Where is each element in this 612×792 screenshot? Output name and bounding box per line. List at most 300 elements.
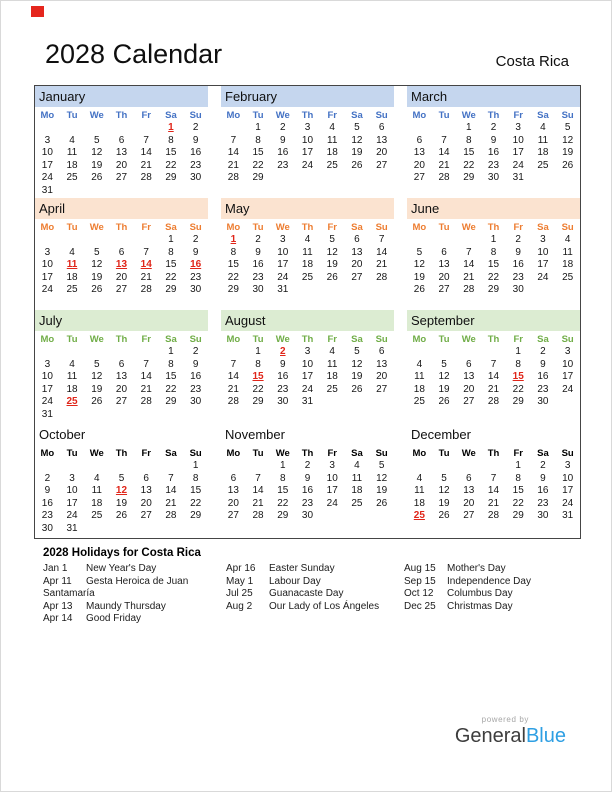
weekday-label: Sa [351, 448, 363, 459]
day-cell: 19 [438, 383, 450, 395]
empty-day-cell [109, 122, 134, 135]
holiday-day-cell: 25 [413, 510, 425, 522]
day-cell: 20 [463, 383, 475, 395]
day-cell: 14 [463, 259, 475, 271]
day-cell: 19 [562, 147, 574, 159]
day-grid [407, 234, 580, 297]
day-cell: 28 [487, 510, 500, 522]
weekday-label: We [461, 448, 476, 459]
day-cell: 22 [512, 497, 524, 509]
day-cell: 27 [376, 383, 388, 395]
weekday-label: Su [375, 334, 388, 345]
holiday-day-cell: 16 [190, 259, 202, 271]
weekday-label: Th [487, 222, 500, 233]
day-cell: 28 [140, 172, 152, 184]
weekday-label: Mo [412, 110, 427, 121]
day-cell: 14 [227, 147, 239, 159]
day-cell: 24 [301, 383, 314, 395]
holiday-date: Apr 16 [226, 563, 256, 574]
weekday-label: Sa [537, 222, 549, 233]
holiday-name: Labour Day [269, 575, 321, 587]
weekday-label: We [89, 334, 104, 345]
day-cell: 12 [91, 371, 103, 383]
weekday-label: Su [189, 110, 202, 121]
weekday-label: Fr [513, 222, 523, 233]
day-cell: 17 [41, 159, 53, 171]
day-cell: 13 [376, 358, 388, 370]
day-cell: 1 [255, 346, 261, 357]
day-cell: 8 [466, 134, 472, 146]
day-cell: 6 [466, 472, 472, 484]
day-cell: 26 [91, 396, 103, 408]
day-grid [35, 122, 208, 198]
day-cell: 16 [301, 485, 314, 497]
day-cell: 4 [564, 234, 571, 245]
day-cell: 5 [441, 472, 447, 484]
weekday-label: Th [301, 222, 314, 233]
day-cell: 17 [512, 147, 524, 159]
day-cell: 30 [487, 172, 500, 184]
day-cell: 25 [91, 510, 103, 522]
weekday-label: Tu [66, 448, 78, 459]
empty-day-cell [35, 460, 60, 473]
day-cell: 3 [44, 134, 51, 146]
month-header-band [35, 310, 208, 331]
empty-day-cell [456, 346, 481, 359]
day-cell: 21 [252, 497, 264, 509]
day-cell: 8 [230, 246, 237, 258]
day-cell: 30 [537, 396, 549, 408]
weekday-label: We [89, 448, 104, 459]
weekday-label: Th [487, 110, 500, 121]
empty-day-cell [407, 460, 432, 473]
day-cell: 23 [41, 510, 53, 522]
day-cell: 15 [165, 259, 177, 271]
empty-day-cell [481, 460, 506, 473]
holiday-date: Apr 11 [43, 575, 72, 587]
day-grid [407, 122, 580, 185]
day-cell: 6 [230, 472, 237, 484]
day-cell: 18 [91, 497, 103, 509]
day-cell: 25 [326, 383, 338, 395]
weekday-label: Tu [66, 110, 78, 121]
day-cell: 4 [69, 246, 75, 258]
holiday-date: Sep 15 [404, 575, 436, 587]
weekday-label: Th [301, 110, 314, 121]
weekday-label: We [461, 222, 476, 233]
weekday-label: Tu [438, 448, 450, 459]
day-cell: 22 [165, 159, 177, 171]
weekday-label: Sa [537, 110, 549, 121]
month-february [221, 86, 394, 198]
day-cell: 4 [329, 346, 335, 357]
day-cell: 18 [326, 147, 338, 159]
day-cell: 29 [252, 172, 264, 184]
month-header-band [221, 310, 394, 331]
day-cell: 5 [94, 246, 100, 258]
weekday-label: Sa [537, 334, 549, 345]
day-cell: 8 [192, 472, 199, 484]
day-cell: 26 [376, 497, 388, 509]
holiday-name: Our Lady of Los Ángeles [269, 600, 380, 612]
day-cell: 12 [413, 259, 425, 271]
day-cell: 22 [190, 497, 202, 509]
weekday-label: Tu [252, 334, 264, 345]
day-cell: 3 [540, 234, 546, 245]
day-cell: 26 [438, 396, 450, 408]
day-cell: 2 [304, 460, 311, 471]
day-cell: 15 [512, 485, 524, 497]
weekday-header-row [221, 331, 394, 346]
day-cell: 21 [165, 497, 177, 509]
day-cell: 4 [416, 358, 423, 370]
red-marker [31, 6, 44, 17]
day-cell: 7 [143, 358, 149, 370]
holiday-date: Jul 25 [226, 588, 253, 600]
day-cell: 21 [487, 383, 500, 395]
weekday-label: Tu [438, 334, 450, 345]
day-cell: 26 [91, 284, 103, 296]
day-cell: 10 [66, 485, 78, 497]
month-name: July [39, 313, 63, 328]
day-cell: 4 [304, 234, 311, 245]
day-cell: 19 [376, 485, 388, 497]
month-header-band [407, 310, 580, 331]
day-cell: 14 [227, 371, 239, 383]
day-cell: 6 [354, 234, 360, 245]
day-cell: 31 [512, 172, 524, 184]
holiday-name: Mother's Day [447, 563, 506, 574]
empty-day-cell [221, 346, 246, 359]
day-cell: 1 [192, 460, 199, 471]
day-cell: 11 [537, 134, 549, 146]
weekday-label: Fr [141, 110, 151, 121]
day-cell: 11 [327, 134, 338, 146]
day-cell: 18 [351, 485, 363, 497]
holiday-entry [43, 601, 216, 614]
day-cell: 23 [537, 497, 549, 509]
day-cell: 10 [512, 134, 524, 146]
holidays-columns [43, 563, 583, 626]
holiday-day-cell: 13 [115, 259, 128, 271]
day-cell: 9 [280, 358, 286, 370]
holiday-date: Aug 15 [404, 563, 436, 574]
day-cell: 10 [326, 472, 338, 484]
day-cell: 8 [255, 358, 261, 370]
day-cell: 10 [301, 134, 314, 146]
day-cell: 11 [414, 485, 425, 497]
day-cell: 26 [91, 172, 103, 184]
month-header-band [407, 86, 580, 107]
holiday-entry [43, 576, 216, 601]
weekday-label: Fr [513, 334, 523, 345]
empty-day-cell [84, 234, 109, 247]
month-header-band [407, 198, 580, 219]
day-cell: 21 [140, 271, 152, 283]
holiday-day-cell: 2 [280, 346, 286, 357]
day-cell: 4 [416, 472, 423, 484]
weekday-header-row [407, 445, 580, 460]
day-cell: 11 [66, 371, 78, 383]
day-cell: 31 [301, 396, 314, 408]
day-grid [221, 346, 394, 409]
day-cell: 11 [414, 371, 425, 383]
day-cell: 12 [326, 246, 338, 258]
day-cell: 3 [564, 346, 571, 357]
month-header-band [221, 198, 394, 219]
day-cell: 23 [537, 383, 549, 395]
day-cell: 8 [515, 358, 521, 370]
day-cell: 30 [252, 284, 264, 296]
day-cell: 1 [255, 122, 261, 133]
day-cell: 19 [438, 497, 450, 509]
calendar-grid [34, 85, 581, 539]
day-cell: 5 [94, 134, 100, 146]
weekday-label: Su [375, 448, 388, 459]
day-cell: 28 [438, 172, 450, 184]
day-cell: 27 [351, 271, 363, 283]
day-cell: 18 [66, 383, 78, 395]
day-cell: 18 [301, 259, 314, 271]
day-cell: 18 [66, 159, 78, 171]
weekday-label: Mo [412, 448, 427, 459]
day-cell: 20 [351, 259, 363, 271]
day-cell: 26 [413, 284, 425, 296]
day-cell: 8 [515, 472, 521, 484]
day-cell: 24 [512, 159, 524, 171]
month-september [407, 310, 580, 424]
holiday-name: Easter Sunday [269, 563, 335, 574]
weekday-label: Sa [165, 334, 177, 345]
holiday-name: Independence Day [447, 575, 531, 587]
holiday-entry [226, 563, 394, 576]
empty-day-cell [60, 234, 85, 247]
day-cell: 20 [438, 271, 450, 283]
holiday-date: Dec 25 [404, 600, 436, 612]
day-cell: 16 [252, 259, 264, 271]
month-name: March [411, 89, 448, 104]
day-cell: 19 [413, 271, 425, 283]
weekday-label: Sa [351, 110, 363, 121]
day-cell: 6 [378, 346, 385, 357]
holiday-entry [404, 588, 574, 601]
quarter-row-1 [35, 86, 580, 198]
day-cell: 17 [41, 271, 53, 283]
day-cell: 3 [44, 358, 51, 370]
day-cell: 22 [487, 271, 500, 283]
day-cell: 21 [438, 159, 450, 171]
day-cell: 22 [252, 383, 264, 395]
weekday-label: Su [189, 334, 202, 345]
day-grid [221, 234, 394, 297]
holiday-day-cell: 15 [512, 371, 524, 383]
day-cell: 24 [41, 172, 53, 184]
day-grid [221, 460, 394, 523]
holiday-day-cell: 14 [140, 259, 152, 271]
empty-day-cell [60, 460, 85, 473]
holiday-name: Maundy Thursday [86, 600, 166, 612]
day-cell: 11 [302, 246, 313, 258]
day-cell: 3 [44, 246, 51, 258]
empty-day-cell [109, 460, 134, 473]
day-cell: 7 [441, 134, 447, 146]
day-cell: 5 [329, 234, 335, 245]
day-cell: 28 [227, 172, 239, 184]
day-cell: 28 [140, 284, 152, 296]
empty-day-cell [432, 122, 457, 135]
weekday-header-row [407, 331, 580, 346]
day-cell: 10 [41, 147, 53, 159]
day-cell: 1 [280, 460, 286, 471]
weekday-label: Mo [226, 110, 241, 121]
day-cell: 20 [376, 147, 388, 159]
day-cell: 27 [376, 159, 388, 171]
weekday-label: Su [375, 110, 388, 121]
weekday-header-row [35, 107, 208, 122]
day-cell: 9 [192, 134, 199, 146]
day-cell: 18 [66, 271, 78, 283]
day-cell: 26 [115, 510, 128, 522]
day-cell: 17 [301, 147, 314, 159]
weekday-label: Mo [226, 222, 241, 233]
month-october [35, 424, 208, 538]
weekday-label: Su [189, 222, 202, 233]
empty-day-cell [84, 460, 109, 473]
day-cell: 4 [354, 460, 360, 471]
day-cell: 16 [277, 147, 289, 159]
day-cell: 13 [227, 485, 239, 497]
day-cell: 17 [537, 259, 549, 271]
day-cell: 14 [140, 147, 152, 159]
weekday-label: Su [561, 334, 574, 345]
weekday-label: We [275, 448, 290, 459]
day-cell: 6 [118, 246, 125, 258]
day-cell: 3 [69, 472, 75, 484]
day-cell: 7 [143, 134, 149, 146]
day-cell: 30 [41, 522, 53, 534]
day-cell: 8 [168, 134, 174, 146]
holidays-column-1 [43, 563, 226, 626]
holiday-entry [226, 576, 394, 589]
weekday-label: Su [561, 448, 574, 459]
month-header-band [221, 424, 394, 445]
day-cell: 7 [466, 246, 472, 258]
day-cell: 30 [512, 284, 524, 296]
weekday-label: Th [115, 110, 128, 121]
day-cell: 9 [192, 358, 199, 370]
weekday-label: Fr [141, 448, 151, 459]
month-november [221, 424, 394, 538]
holidays-column-3 [404, 563, 574, 626]
empty-day-cell [60, 346, 85, 359]
page-title: 2028 Calendar [45, 39, 223, 69]
day-cell: 29 [190, 510, 202, 522]
day-cell: 14 [376, 246, 388, 258]
day-cell: 27 [438, 284, 450, 296]
day-cell: 16 [41, 497, 53, 509]
day-cell: 11 [91, 485, 102, 497]
day-cell: 18 [537, 147, 549, 159]
day-cell: 13 [351, 246, 363, 258]
day-cell: 2 [540, 346, 546, 357]
day-cell: 12 [376, 472, 388, 484]
day-cell: 6 [118, 358, 125, 370]
day-cell: 27 [115, 284, 128, 296]
day-cell: 27 [140, 510, 152, 522]
day-cell: 8 [168, 246, 174, 258]
weekday-label: Th [487, 334, 500, 345]
day-cell: 19 [351, 371, 363, 383]
quarter-row-3 [35, 310, 580, 424]
day-cell: 7 [490, 472, 497, 484]
day-cell: 20 [115, 383, 128, 395]
region-label: Costa Rica [495, 53, 569, 70]
day-cell: 20 [463, 497, 475, 509]
day-cell: 22 [512, 383, 524, 395]
day-cell: 2 [192, 234, 199, 245]
day-cell: 13 [376, 134, 388, 146]
day-cell: 21 [376, 259, 388, 271]
day-cell: 27 [115, 172, 128, 184]
empty-day-cell [432, 460, 457, 473]
day-cell: 31 [66, 522, 78, 534]
weekday-header-row [221, 107, 394, 122]
day-cell: 10 [41, 259, 53, 271]
day-cell: 2 [192, 122, 199, 133]
day-cell: 13 [463, 485, 475, 497]
holiday-day-cell: 1 [230, 234, 237, 245]
day-cell: 16 [190, 147, 202, 159]
day-cell: 16 [487, 147, 500, 159]
holiday-name: Guanacaste Day [269, 588, 344, 600]
day-cell: 6 [143, 472, 149, 484]
holiday-entry [404, 563, 574, 576]
weekday-label: Mo [40, 334, 55, 345]
empty-day-cell [221, 122, 246, 135]
holiday-entry [404, 601, 574, 614]
weekday-header-row [407, 107, 580, 122]
day-cell: 5 [118, 472, 125, 484]
day-cell: 28 [487, 396, 500, 408]
day-cell: 15 [190, 485, 202, 497]
empty-day-cell [109, 346, 134, 359]
holiday-date: Apr 13 [43, 600, 73, 612]
day-grid [35, 346, 208, 422]
day-cell: 3 [304, 346, 311, 357]
day-cell: 30 [277, 396, 289, 408]
day-cell: 30 [301, 510, 314, 522]
month-name: October [39, 427, 86, 442]
month-name: January [39, 89, 86, 104]
weekday-label: We [275, 222, 290, 233]
day-cell: 5 [378, 460, 385, 471]
brand-logo [455, 725, 566, 748]
day-cell: 8 [280, 472, 286, 484]
day-cell: 21 [140, 159, 152, 171]
day-cell: 3 [304, 122, 311, 133]
day-cell: 30 [190, 172, 202, 184]
day-cell: 25 [66, 172, 78, 184]
empty-day-cell [109, 234, 134, 247]
day-cell: 18 [413, 383, 425, 395]
weekday-label: We [275, 110, 290, 121]
month-header-band [35, 198, 208, 219]
weekday-label: Mo [226, 448, 241, 459]
holiday-name: Columbus Day [447, 588, 513, 600]
day-cell: 21 [487, 497, 500, 509]
day-cell: 17 [562, 371, 574, 383]
day-cell: 9 [255, 246, 261, 258]
